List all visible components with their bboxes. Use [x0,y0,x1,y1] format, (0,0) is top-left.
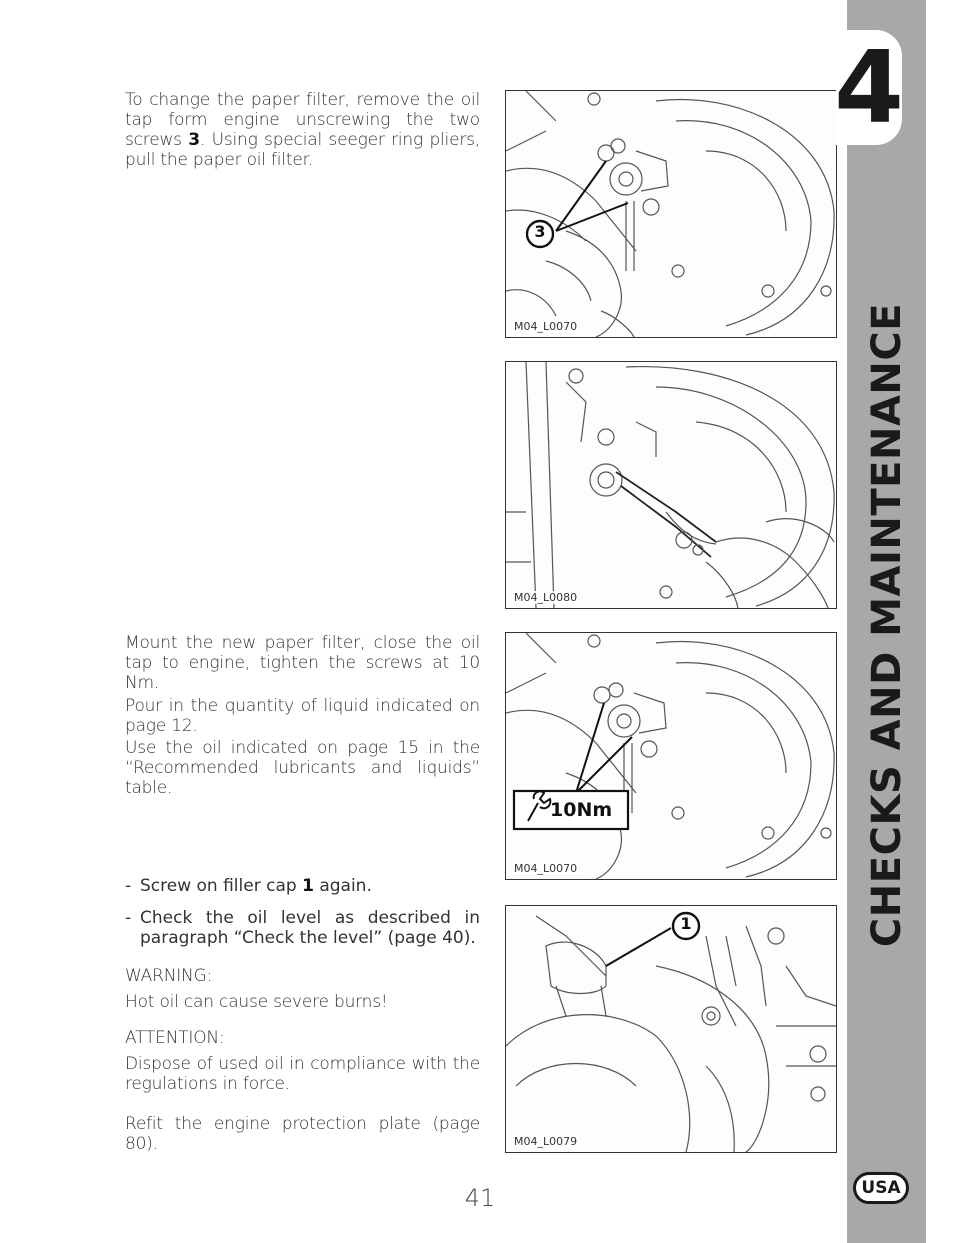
figure-filler-cap [505,905,837,1153]
paragraph-mount-filter: Mount the new paper filter, close the oil tap to engine, tighten the screws at 10 Nm. [125,633,480,693]
page-number: 41 [464,1184,496,1212]
chapter-number: 4 [834,29,904,146]
figure-code: M04_L0070 [514,862,578,875]
bullet-check-level [125,908,480,948]
bullet-filler-cap-text: Screw on filler cap [140,876,303,896]
filler-cap-reference-number: 1 [302,876,314,896]
bullet-dash: - [125,876,132,896]
paragraph-remove-filter [125,90,480,170]
figure-code: M04_L0080 [514,591,578,604]
paragraph-oil-type: Use the oil indicated on page 15 in the “Recommended lubricants and liquids” table. [125,738,480,798]
warning-text: Hot oil can cause severe burns! [125,992,388,1012]
warning-label: WARNING: [125,966,213,986]
paragraph-remove-filter-text-end: . Using special seeger ring pliers, pull the paper oil filter. [125,130,480,170]
figure-seeger-pliers [505,361,837,609]
bullet-filler-cap-text-end: again. [313,876,372,896]
chapter-title: CHECKS AND MAINTENANCE [864,302,910,948]
callout-label: 3 [534,222,546,241]
figure-tighten-screws [505,632,837,880]
figure-tighten-screws-drawing [506,633,836,879]
attention-label: ATTENTION: [125,1028,225,1048]
callout-label: 1 [680,914,692,933]
screw-reference-number: 3 [188,130,200,150]
figure-oil-tap-screws [505,90,837,338]
bullet-dash: - [125,908,132,928]
figure-code: M04_L0079 [514,1135,578,1148]
bullet-filler-cap [125,876,480,896]
paragraph-refit-plate: Refit the engine protection plate (page 80). [125,1114,480,1154]
figure-code: M04_L0070 [514,320,578,333]
figure-oil-tap-screws-drawing [506,91,836,337]
figure-filler-cap-drawing [506,906,836,1152]
torque-value: 10Nm [550,799,613,821]
attention-text: Dispose of used oil in compliance with the regulations in force. [125,1054,480,1094]
paragraph-remove-filter-text: To change the paper filter, remove the oil tap form engine unscrewing the two screws [125,90,480,150]
bullet-check-level-text: Check the oil level as described in paragraph “Check the level” (page 40). [140,908,480,948]
region-badge: USA [853,1172,909,1204]
paragraph-oil-quantity: Pour in the quantity of liquid indicated on page 12. [125,696,480,736]
figure-seeger-pliers-drawing [506,362,836,608]
